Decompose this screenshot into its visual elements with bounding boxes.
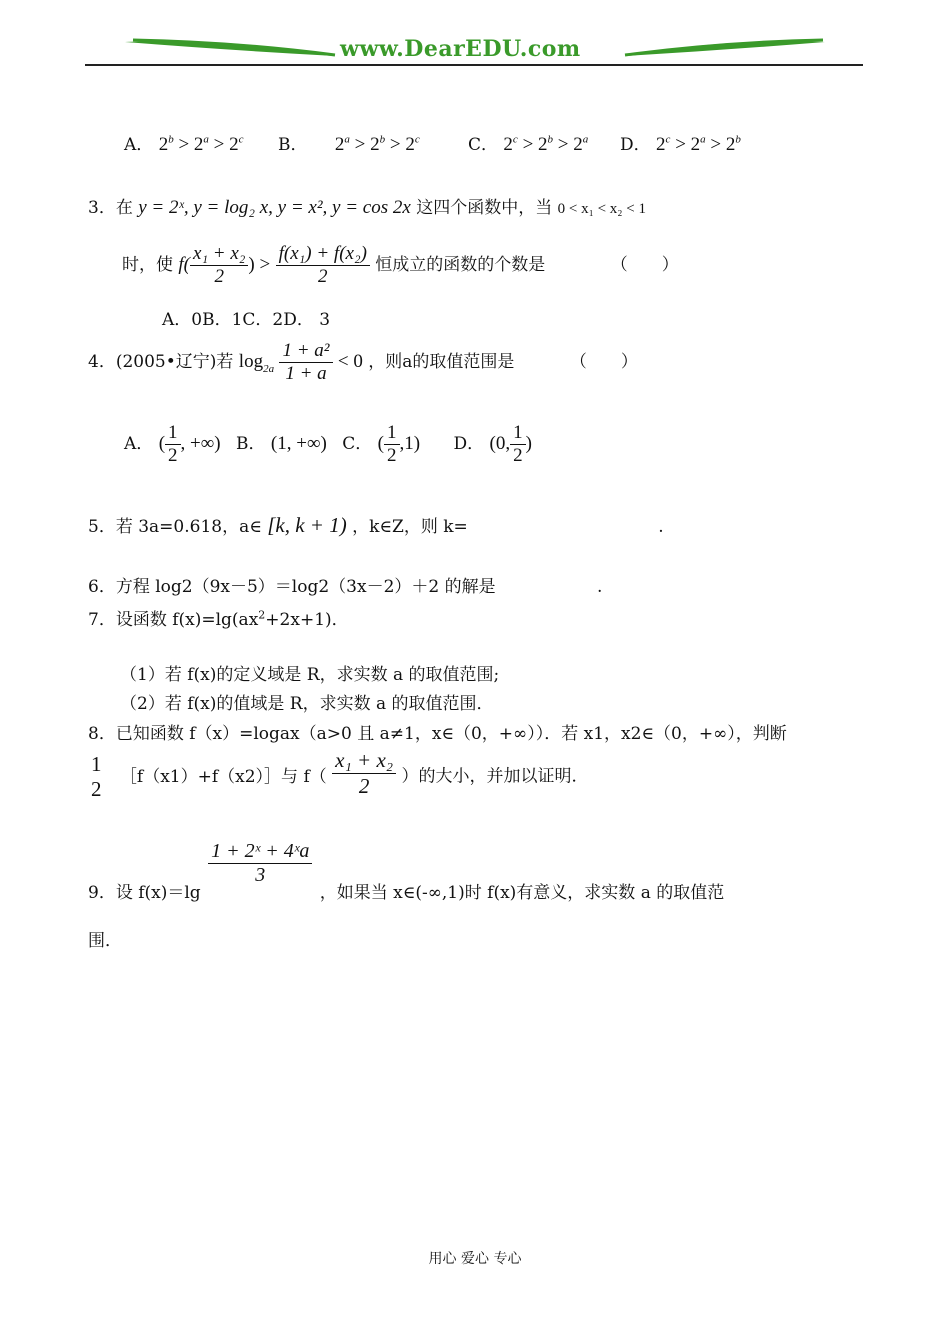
q4-answer-paren: （ ）	[569, 352, 638, 372]
question-3-options: A．0B．1C．2D． 3	[162, 310, 331, 330]
q3-condition: 0 < x₁ < x₂ < 1	[557, 201, 646, 217]
page-footer: 用心 爱心 专心	[428, 1251, 522, 1267]
question-5-line: 5．若 3a=0.618，a∈ [k, k + 1) ，k∈Z，则 k= .	[88, 513, 664, 537]
q5-interval: [k, k + 1)	[267, 513, 347, 537]
question-9-line1: 9．设 f(x)＝lg $\frac{\text{1 + 2ˣ + 4ˣa}}{3}$ ，如果当 x∈(-∞,1)时 f(x)有意义，求实数 a 的取值范	[88, 840, 725, 903]
q2-option-a: A． $2^b > 2^a > 2^c$	[124, 133, 244, 155]
question-9-line2: 围．	[88, 931, 122, 951]
q2-option-d: D． $2^c > 2^a > 2^b$	[620, 133, 741, 155]
q2-option-b: B． $2^a > 2^b > 2^c$	[278, 133, 420, 155]
q2-option-a-expr: $2^b > 2^a > 2^c$	[158, 133, 244, 155]
question-3-line2: 时，使 f( $\frac{\text{x₁ + x₂}}{2}$ ) > $\frac{\text{f(x₁) + f(x₂)}}{2}$ 恒成立的函数的个数是 （ ）	[122, 243, 679, 287]
q2-option-c: C． $2^c > 2^b > 2^a$	[468, 133, 589, 155]
question-7-part2: （2）若 f(x)的值域是 R，求实数 a 的取值范围．	[120, 694, 494, 714]
q3-functions: y = 2ˣ, y = log₂ x, y = x², y = cos 2x	[138, 197, 411, 218]
question-4-options: A． ( $\frac{1}{2}$ , +∞) B． (1, +∞) C． ( $\frac{1}{2}$ ,1) D． (0, $\frac{1}{2}$ )	[124, 422, 532, 466]
question-3-line1: 3．在 y = 2ˣ, y = log₂ x, y = x², y = cos 2x 这四个函数中，当 0 < x₁ < x₂ < 1	[88, 197, 646, 218]
header-rule	[85, 64, 863, 66]
q3-answer-paren: （ ）	[610, 255, 679, 275]
question-7-line: 7．设函数 $f(x)=\lg(ax^2+2x+1)$．	[88, 608, 349, 630]
question-8-line1: 8．已知函数 f（x）=logax（a>0 且 a≠1，x∈（0，+∞））．若 x1，x2∈（0，+∞），判断	[88, 724, 787, 744]
question-7-part1: （1）若 f(x)的定义域是 R，求实数 a 的取值范围;	[120, 665, 500, 685]
question-8-line2: 1 2 ［f（x1）+f（x2）］与 f（ $\frac{\text{x₁ + x₂}}{2}$ ）的大小，并加以证明．	[91, 748, 589, 801]
site-logo: www.DearEDU.com	[340, 36, 581, 62]
question-6-line: 6．方程 log2（9x－5）＝log2（3x－2）＋2 的解是 .	[88, 577, 603, 597]
question-4-line: 4．(2005•辽宁)若 $\log_{2a}$ $\frac{\text{1 + a²}}{1 + a}$ < 0 ，则a的取值范围是 （ ）	[88, 340, 638, 384]
